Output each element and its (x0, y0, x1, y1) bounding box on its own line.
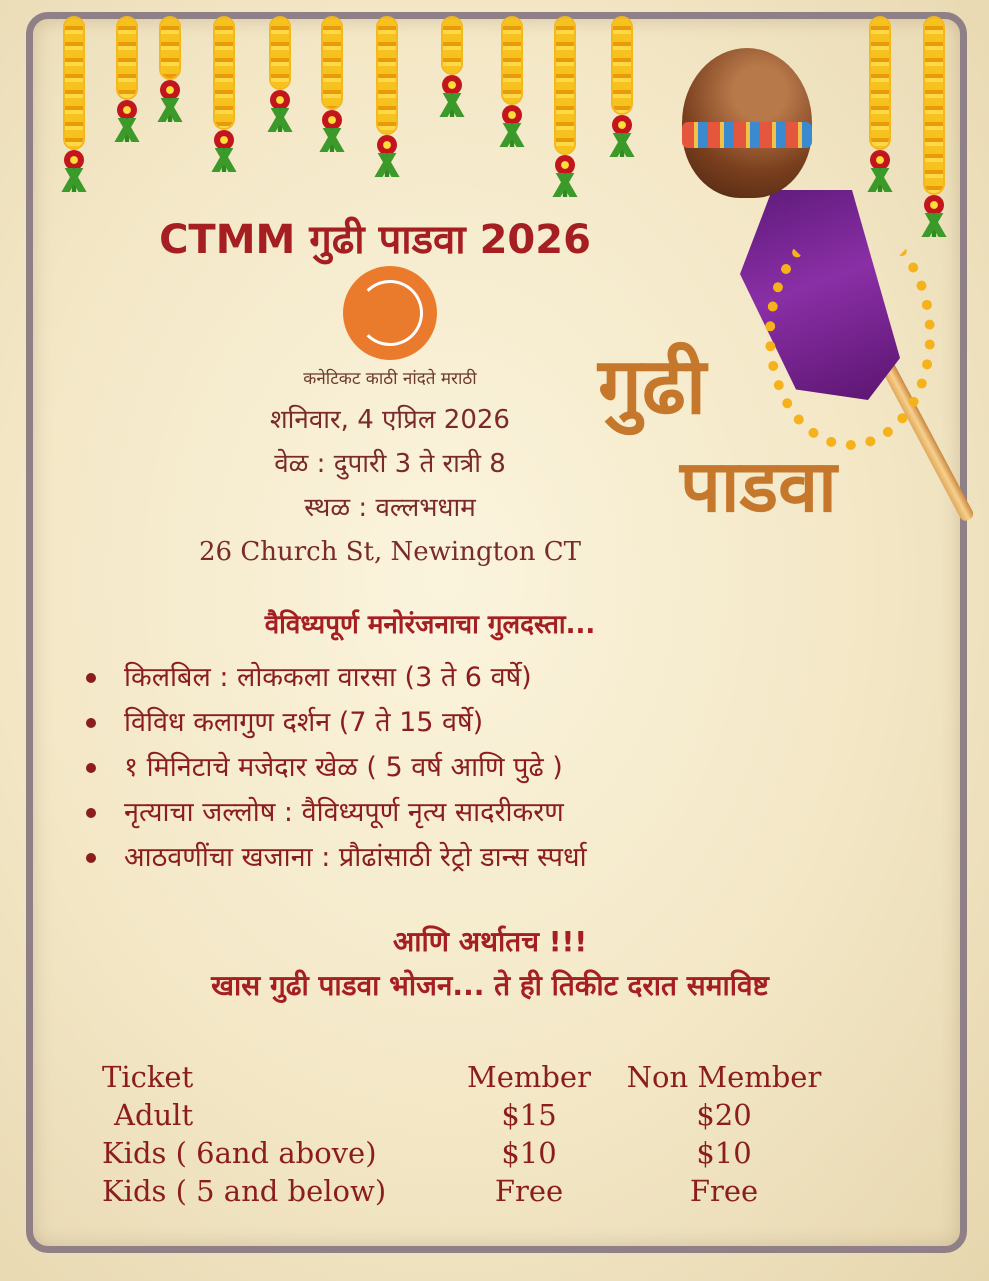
meal-highlight (70, 920, 910, 1008)
event-title: CTMM गुढी पाडवा 2026 (159, 217, 591, 263)
table-row: Adult $15 $20 (114, 1098, 752, 1132)
event-venue: स्थळ : वल्लभधाम (304, 493, 476, 523)
table-header-row: Ticket Member Non Member (102, 1060, 822, 1094)
highlight-line-2: खास गुढी पाडवा भोजन... ते ही तिकीट दरात समाविष्ट (211, 969, 769, 1002)
gudi-calligraphy: गुढी (598, 342, 707, 432)
marigold-garland-icon (440, 18, 464, 117)
ctmm-logo (343, 266, 437, 360)
ticket-price-table (102, 1058, 834, 1210)
bullet-icon (86, 853, 96, 863)
marigold-garland-icon (320, 18, 344, 152)
marigold-garland-icon (268, 18, 292, 132)
highlight-line-1: आणि अर्थातच !!! (392, 925, 588, 958)
event-date: शनिवार, 4 एप्रिल 2026 (270, 405, 510, 435)
bullet-icon (86, 763, 96, 773)
event-details (120, 398, 660, 574)
marigold-garland-icon (553, 18, 577, 197)
bullet-icon (86, 808, 96, 818)
tagline: कनेटिकट काठी नांदते मराठी (303, 369, 477, 389)
marigold-garland-icon (500, 18, 524, 147)
padva-calligraphy: पाडवा (680, 444, 837, 528)
marigold-garland-icon (375, 18, 399, 177)
marigold-garland-icon (212, 18, 236, 172)
list-item: १ मिनिटाचे मजेदार खेळ ( 5 वर्ष आणि पुढे ) (80, 745, 780, 790)
event-address: 26 Church St, Newington CT (199, 537, 581, 567)
flower-garland-icon (765, 220, 935, 450)
events-list (80, 655, 780, 880)
list-item: नृत्याचा जल्लोष : वैविध्यपूर्ण नृत्य सादरीकरण (80, 790, 780, 835)
list-item: किलबिल : लोककला वारसा (3 ते 6 वर्षे) (80, 655, 780, 700)
list-item: विविध कलागुण दर्शन (7 ते 15 वर्षे) (80, 700, 780, 745)
list-item: आठवणींचा खजाना : प्रौढांसाठी रेट्रो डान्स स्पर्धा (80, 835, 780, 880)
marigold-garland-icon (158, 18, 182, 122)
bullet-icon (86, 673, 96, 683)
table-row: Kids ( 5 and below) Free Free (102, 1174, 759, 1208)
marigold-garland-icon (62, 18, 86, 192)
table-row: Kids ( 6and above) $10 $10 (102, 1136, 752, 1170)
bullet-icon (86, 718, 96, 728)
pot-band (682, 122, 812, 148)
event-time: वेळ : दुपारी 3 ते रात्री 8 (274, 449, 506, 479)
logo-mark-icon (357, 280, 423, 346)
section-title: वैविध्यपूर्ण मनोरंजनाचा गुलदस्ता... (264, 610, 596, 640)
marigold-garland-icon (115, 18, 139, 142)
